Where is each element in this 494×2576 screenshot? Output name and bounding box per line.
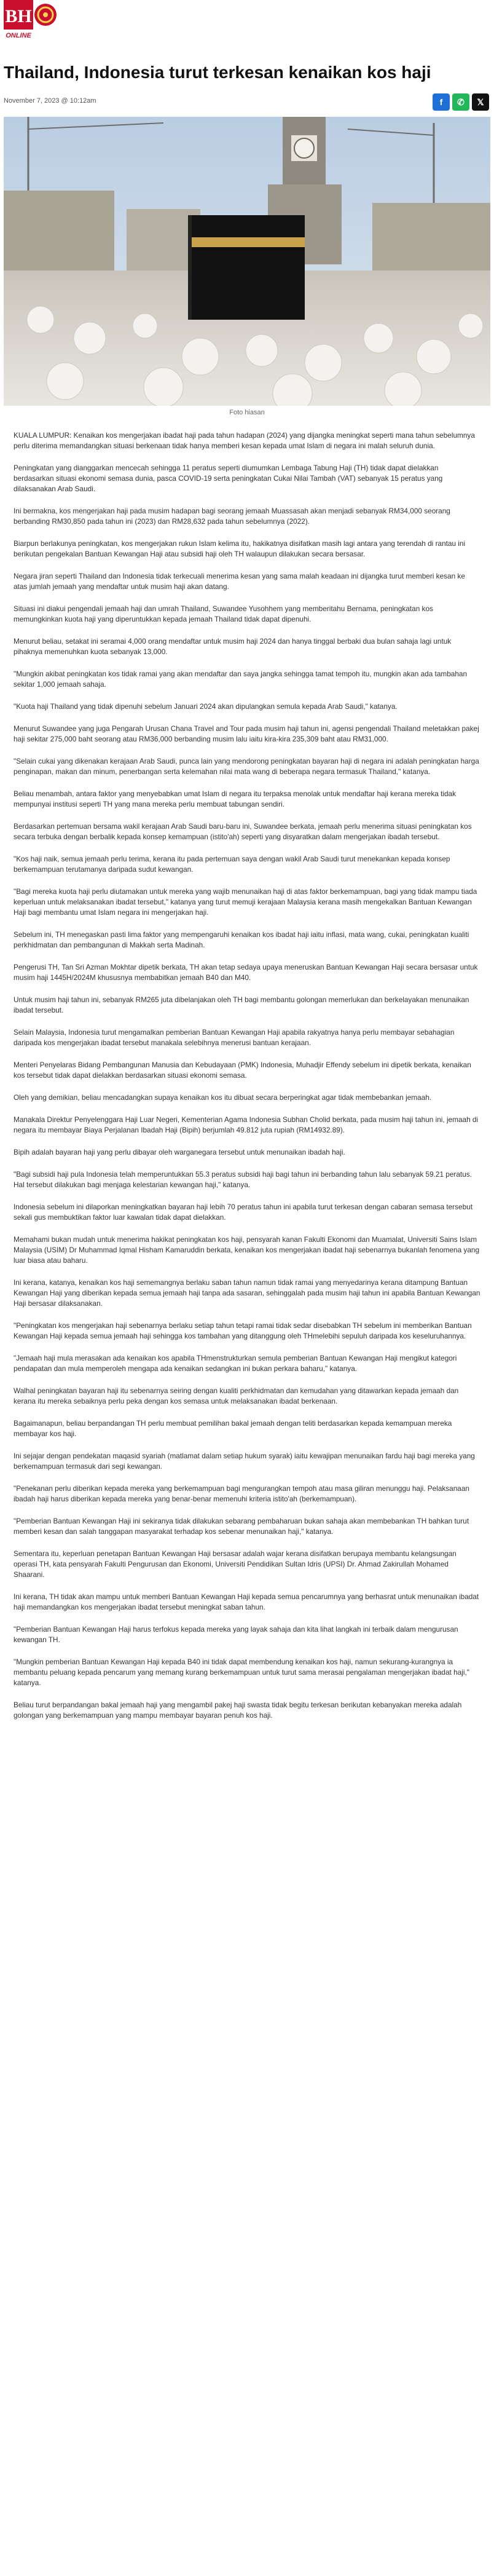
image-caption: Foto hiasan <box>229 409 265 416</box>
article-paragraph: Manakala Direktur Penyelenggara Haji Luar Negeri, Kementerian Agama Indonesia Subhan Cholid berkata, pada musim haji tahun ini, jemaah di negara itu membayar Biaya Perjalanan Ibadah Haji (Bipih) berjumlah 49.812 juta rupiah (RM14932.89). <box>14 1115 479 1134</box>
svg-text:ONLINE: ONLINE <box>6 32 31 39</box>
site-header <box>0 0 494 55</box>
hero-image <box>4 117 490 406</box>
article-paragraph: "Bagi subsidi haji pula Indonesia telah memperuntukkan 55.3 peratus subsidi haji bagi tahun ini berbanding tahun lalu sebanyak 59.21 peratus. Hal tersebut dilakukan bagi menjaga kelestarian kewangan haji," katanya. <box>14 1170 472 1189</box>
article-paragraph: Menteri Penyelaras Bidang Pembangunan Manusia dan Kebudayaan (PMK) Indonesia, Muhadjir Effendy sebelum ini dipetik berkata, kenaikan kos tersebut tidak dapat dielakkan berdasarkan situasi ekonomi semasa. <box>14 1061 471 1080</box>
article-paragraph: "Penekanan perlu diberikan kepada mereka yang berkemampuan bagi mengurangkan tempoh atau masa giliran menunggu haji. Pelaksanaan ibadah haji harus diberikan kepada mereka yang benar-benar memenuhi kriteria istito'ah (berkemampuan). <box>14 1484 469 1503</box>
article-paragraph: "Bagi mereka kuota haji perlu diutamakan untuk mereka yang wajib menunaikan haji di atas faktor berkemampuan, bagi yang tidak mampu tiada keperluan untuk melaksanakan ibadat tersebut," katanya yang turut memuji kerajaan Malaysia kerana masih mengekalkan Bantuan Kewangan Haji bagi membantu umat Islam negara ini mengerjakan haji. <box>14 887 477 917</box>
svg-text:BH: BH <box>5 6 32 26</box>
article-paragraph: Bagaimanapun, beliau berpandangan TH perlu membuat pemilihan bakal jemaah dengan teliti berdasarkan kepada kemampuan mereka membayar kos haji. <box>14 1419 452 1438</box>
article-paragraph: Menurut beliau, setakat ini seramai 4,000 orang mendaftar untuk musim haji 2024 dan hanya tinggal berbaki dua bulan sahaja lagi untuk pihaknya memenuhkan kuota sebanyak 13,000. <box>14 637 452 656</box>
article-meta <box>4 93 489 111</box>
article-paragraph: Berdasarkan pertemuan bersama wakil kerajaan Arab Saudi baru-baru ini, Suwandee berkata, jemaah perlu menerima situasi peningkatan kos secara terbuka dengan berbalik kepada konsep kemampuan (istito'ah) seperti yang disyaratkan dalam mengerjakan ibadah tersebut. <box>14 822 472 841</box>
article-paragraph: Selain Malaysia, Indonesia turut mengamalkan pemberian Bantuan Kewangan Haji apabila rakyatnya hanya perlu membayar sebahagian daripada kos mengerjakan ibadat tersebut manakala selebihnya menerusi bantuan kerajaan. <box>14 1028 455 1047</box>
article-paragraph: "Mungkin akibat peningkatan kos tidak ramai yang akan mendaftar dan saya jangka sehingga tamat tempoh itu, mungkin akan ada tambahan sekitar 1,000 jemaah sahaja. <box>14 670 468 689</box>
article-paragraph: KUALA LUMPUR: Kenaikan kos mengerjakan ibadat haji pada tahun hadapan (2024) yang dijangka meningkat seperti mana tahun sebelumnya perlu diterima memandangkan situasi berkenaan tidak hanya memberi kesan kepada umat Islam di negara ini malah seluruh dunia. <box>14 431 475 450</box>
article-paragraph: "Selain cukai yang dikenakan kerajaan Arab Saudi, punca lain yang mendorong peningkatan bayaran haji di negara ini adalah peningkatan harga penginapan, makan dan minum, penerbangan serta kelemahan nilai mata wang di beberapa negara termasuk Thailand," katanya. <box>14 757 479 776</box>
article-paragraph: Ini kerana, TH tidak akan mampu untuk memberi Bantuan Kewangan Haji kepada semua pencarumnya yang berhasrat untuk menunaikan ibadat haji memandangkan kos mengerjakan ibadat tersebut meningkat saban tahun. <box>14 1592 479 1611</box>
article-paragraph: Beliau menambah, antara faktor yang menyebabkan umat Islam di negara itu terpaksa menolak untuk mendaftar haji kerana mereka tidak mempunyai institusi seperti TH yang mana mereka perlu membuat tabungan sendiri. <box>14 789 457 808</box>
article-paragraph: "Kuota haji Thailand yang tidak dipenuhi sebelum Januari 2024 akan dipulangkan semula kepada Arab Saudi," katanya. <box>14 702 398 711</box>
article-paragraph: Bipih adalah bayaran haji yang perlu dibayar oleh warganegara tersebut untuk menunaikan ibadah haji. <box>14 1148 345 1156</box>
article-paragraph: "Kos haji naik, semua jemaah perlu terima, kerana itu pada pertemuan saya dengan wakil Arab Saudi turut menekankan kepada konsep berkemampuan terutamanya daripada sudut kewangan. <box>14 855 450 874</box>
article-paragraph: Beliau turut berpandangan bakal jemaah haji yang mengambil pakej haji swasta tidak begitu terkesan berikutan kebanyakan mereka adalah golongan yang berkemampuan yang mampu membayar bayaran penuh kos haji. <box>14 1701 462 1720</box>
share-facebook-button[interactable]: f <box>433 93 450 111</box>
article-paragraph: Ini bermakna, kos mengerjakan haji pada musim hadapan bagi seorang jemaah Muassasah akan menjadi sebanyak RM34,000 seorang berbanding RM30,850 pada tahun ini (2023) dan RM28,632 pada tahun sebelumnya (2022). <box>14 507 450 526</box>
article-paragraph: Ini sejajar dengan pendekatan maqasid syariah (matlamat dalam setiap hukum syarak) iaitu kewajipan menunaikan fardu haji bagi mereka yang berkemampuan termasuk dari segi kewangan. <box>14 1452 475 1471</box>
article-paragraph: Situasi ini diakui pengendali jemaah haji dan umrah Thailand, Suwandee Yusohhem yang memberitahu Bernama, peningkatan kos memungkinkan kuota haji yang diperuntukkan kepada jemaah Thailand tidak dapat dipenuhi. <box>14 604 433 623</box>
article-paragraph: "Mungkin pemberian Bantuan Kewangan Haji kepada B40 ini tidak dapat membendung kenaikan kos haji, namun sekurang-kurangnya ia membantu peluang kepada pencarum yang memang kurang berkemampuan untuk turut sama merasai pengalaman mengerjakan ibadat haji," katanya. <box>14 1657 469 1687</box>
article-paragraph: Ini kerana, katanya, kenaikan kos haji sememangnya berlaku saban tahun namun tidak ramai yang menyedarinya kerana ditampung Bantuan Kewangan Haji yang diberikan kepada semua jemaah haji tanpa ada sasaran, sehinggalah pada musim haji tahun ini apabila Bantuan Kewangan Haji bersasar dilaksanakan. <box>14 1278 480 1308</box>
article-body <box>14 430 480 1732</box>
share-x-button[interactable]: 𝕏 <box>472 93 489 111</box>
article-paragraph: Oleh yang demikian, beliau mencadangkan supaya kenaikan kos itu dibuat secara berperingkat agar tidak membebankan jemaah. <box>14 1093 432 1102</box>
article-paragraph: "Peningkatan kos mengerjakan haji sebenarnya berlaku setiap tahun tetapi ramai tidak sedar disebabkan TH sebelum ini memberikan Bantuan Kewangan Haji kepada semua jemaah haji sehingga kos tambahan yang ditanggung oleh THmelebihi sepuluh daripada kos keseluruhannya. <box>14 1321 472 1340</box>
article-paragraph: Untuk musim haji tahun ini, sebanyak RM265 juta dibelanjakan oleh TH bagi membantu golongan memerlukan dan berkelayakan menunaikan ibadat tersebut. <box>14 995 469 1014</box>
article-paragraph: Pengerusi TH, Tan Sri Azman Mokhtar dipetik berkata, TH akan tetap sedaya upaya meneruskan Bantuan Kewangan Haji secara bersasar untuk musim haji 1445H/2024M khususnya membabitkan jemaah B40 dan M40. <box>14 963 478 982</box>
article-paragraph: Negara jiran seperti Thailand dan Indonesia tidak terkecuali menerima kesan yang sama malah keadaan ini dijangka turut memberi kesan ke atas jumlah jemaah yang mendaftar untuk musim haji akan datang. <box>14 572 465 591</box>
article-paragraph: Menurut Suwandee yang juga Pengarah Urusan Chana Travel and Tour pada musim haji tahun ini, agensi pengendali Thailand meletakkan pakej haji sekitar 275,000 baht seorang atau RM36,000 berbanding musim lalu iaitu kira-kira 235,309 baht atau RM31,000. <box>14 724 479 743</box>
article-paragraph: Memahami bukan mudah untuk menerima hakikat peningkatan kos haji, pensyarah kanan Fakulti Ekonomi dan Muamalat, Universiti Sains Islam Malaysia (USIM) Dr Muhammad Iqmal Hisham Kamaruddin berkata, kenaikan kos mengerjakan ibadat haji sebenarnya bukanlah fenomena yang luar biasa atau baharu. <box>14 1235 480 1265</box>
article-paragraph: Indonesia sebelum ini dilaporkan meningkatkan bayaran haji lebih 70 peratus tahun ini apabila turut terkesan dengan cabaran semasa tersebut sekali gus membuktikan faktor luar kawalan tidak dapat dielakkan. <box>14 1203 472 1222</box>
article-paragraph: Peningkatan yang dianggarkan mencecah sehingga 11 peratus seperti diumumkan Lembaga Tabung Haji (TH) tidak dapat dielakkan berdasarkan situasi ekonomi semasa dunia, pasca COVID-19 serta peningkatan Cukai Nilai Tambah (VAT) sebanyak 15 peratus yang dilaksanakan Arab Saudi. <box>14 464 443 493</box>
article-paragraph: Sementara itu, keperluan penetapan Bantuan Kewangan Haji bersasar adalah wajar kerana disifatkan berupaya membantu kelangsungan operasi TH, kata pensyarah Fakulti Pengurusan dan Ekonomi, Universiti Pendidikan Sultan Idris (UPSI) Dr. Ahmad Zakirullah Mohamed Shaarani. <box>14 1549 457 1579</box>
share-whatsapp-button[interactable]: ✆ <box>452 93 469 111</box>
article-paragraph: Sebelum ini, TH menegaskan pasti lima faktor yang mempengaruhi kenaikan kos ibadat haji iaitu inflasi, mata wang, cukai, peningkatan kualiti perkhidmatan dan pembangunan di Makkah serta Madinah. <box>14 930 469 949</box>
article-paragraph: "Pemberian Bantuan Kewangan Haji ini sekiranya tidak dilakukan sebarang pembaharuan bukan sahaja akan membebankan TH bahkan turut memberi kesan dan salah tanggapan masyarakat terhadap kos sebenar menunaikan haji," katanya. <box>14 1517 469 1536</box>
publish-date: November 7, 2023 @ 10:12am <box>4 97 96 105</box>
article-paragraph: Biarpun berlakunya peningkatan, kos mengerjakan rukun Islam kelima itu, hakikatnya disifatkan masih lagi antara yang terendah di rantau ini berikutan pengekalan Bantuan Kewangan Haji atau subsidi haji oleh TH walaupun dilakukan secara bersasar. <box>14 539 466 558</box>
article-paragraph: Walhal peningkatan bayaran haji itu sebenarnya seiring dengan kualiti perkhidmatan dan kemudahan yang ditawarkan kepada jemaah dan kerana itu mereka sebaiknya perlu peka dengan kos semasa untuk melaksanakan ibadat berkenaan. <box>14 1386 459 1405</box>
bh-online-logo[interactable] <box>4 0 58 49</box>
article-title: Thailand, Indonesia turut terkesan kenaikan kos haji <box>4 63 431 82</box>
article-paragraph: "Jemaah haji mula merasakan ada kenaikan kos apabila THmenstrukturkan semula pemberian Bantuan Kewangan Haji mengikut kategori pendapatan dan mula memperoleh mengapa ada kenaikan sedangkan ini bukan perkara baharu," katanya. <box>14 1354 457 1373</box>
article-paragraph: "Pemberian Bantuan Kewangan Haji harus terfokus kepada mereka yang layak sahaja dan kita lihat langkah ini terbaik dalam mengurusan kewangan TH. <box>14 1625 458 1644</box>
